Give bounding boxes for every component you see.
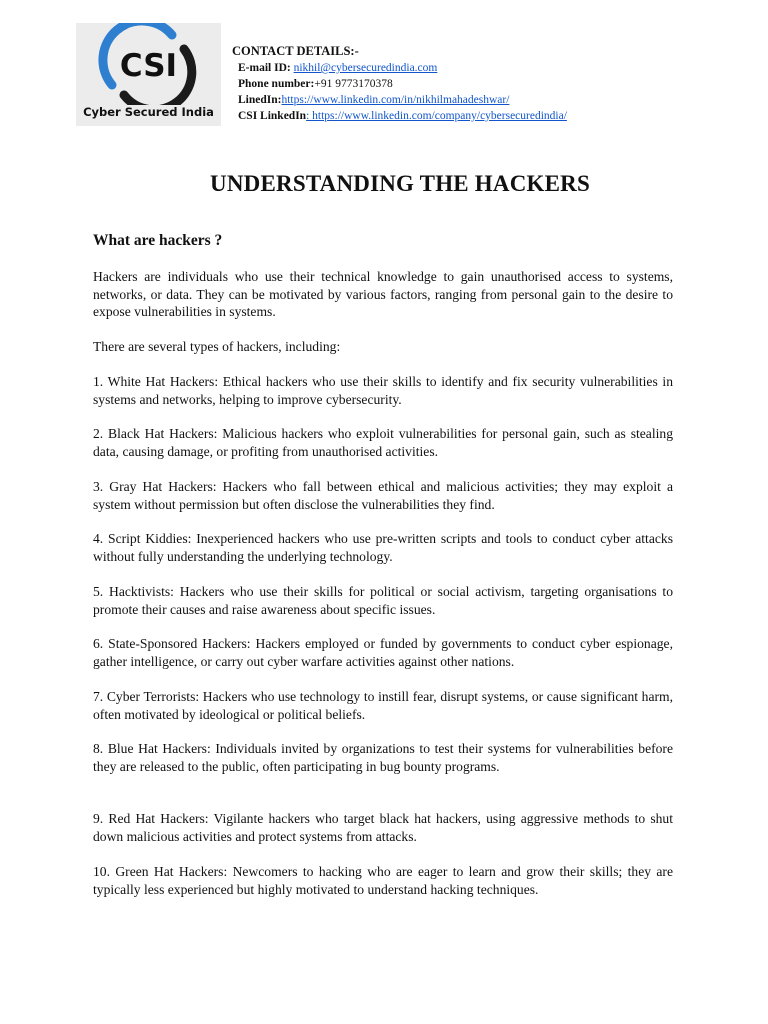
phone-label: Phone number: xyxy=(238,78,315,90)
csi-linkedin-label: CSI LinkedIn xyxy=(238,110,307,122)
csi-linkedin-row xyxy=(232,108,567,124)
email-label: E-mail ID: xyxy=(238,62,291,74)
contact-details xyxy=(232,43,567,124)
contact-heading: CONTACT DETAILS:- xyxy=(232,44,359,58)
email-row xyxy=(232,60,567,76)
logo-name: Cyber Secured India xyxy=(83,105,214,119)
linkedin-label: LinedIn: xyxy=(238,94,282,106)
page-title: UNDERSTANDING THE HACKERS xyxy=(210,171,590,196)
list-item-white-hat: 1. White Hat Hackers: Ethical hackers who use their skills to identify and fix security vulnerabilities in systems and networks, helping to improve cybersecurity. xyxy=(93,374,673,407)
logo-ring-icon xyxy=(76,23,221,105)
email-link[interactable]: nikhil@cybersecuredindia.com xyxy=(293,62,438,74)
phone-row xyxy=(232,76,567,92)
csi-linkedin-link[interactable]: : https://www.linkedin.com/company/cybersecuredindia/ xyxy=(306,110,567,122)
linkedin-row xyxy=(232,92,567,108)
logo-mark: CSI xyxy=(119,48,178,84)
linkedin-link[interactable]: https://www.linkedin.com/in/nikhilmahadeshwar/ xyxy=(281,94,510,106)
list-item-hacktivists: 5. Hacktivists: Hackers who use their skills for political or social activism, targeting organisations to promote their causes and raise awareness about specific issues. xyxy=(93,584,673,617)
list-item-cyber-terrorists: 7. Cyber Terrorists: Hackers who use technology to instill fear, disrupt systems, or cause significant harm, often motivated by ideological or political beliefs. xyxy=(93,689,673,722)
types-intro-paragraph: There are several types of hackers, including: xyxy=(93,339,341,354)
list-item-script-kiddies: 4. Script Kiddies: Inexperienced hackers who use pre-written scripts and tools to conduct cyber attacks without fully understanding the underlying technology. xyxy=(93,531,673,564)
intro-paragraph: Hackers are individuals who use their technical knowledge to gain unauthorised access to systems, networks, or data. They can be motivated by various factors, ranging from personal gain to the desire to expose vulnerabilities in systems. xyxy=(93,269,673,319)
list-item-red-hat: 9. Red Hat Hackers: Vigilante hackers who target black hat hackers, using aggressive methods to shut down malicious activities and protect systems from attacks. xyxy=(93,811,673,844)
list-item-green-hat: 10. Green Hat Hackers: Newcomers to hacking who are eager to learn and grow their skills; they are typically less experienced but highly motivated to understand hacking techniques. xyxy=(93,864,673,897)
company-logo xyxy=(76,23,221,126)
list-item-gray-hat: 3. Gray Hat Hackers: Hackers who fall between ethical and malicious activities; they may exploit a system without permission but often disclose the vulnerabilities they find. xyxy=(93,479,673,512)
list-item-state-sponsored: 6. State-Sponsored Hackers: Hackers employed or funded by governments to conduct cyber espionage, gather intelligence, or carry out cyber warfare activities against other nations. xyxy=(93,636,673,669)
phone-value: +91 9773170378 xyxy=(314,78,393,90)
list-item-blue-hat: 8. Blue Hat Hackers: Individuals invited by organizations to test their systems for vulnerabilities before they are released to the public, often participating in bug bounty programs. xyxy=(93,741,673,774)
list-item-black-hat: 2. Black Hat Hackers: Malicious hackers who exploit vulnerabilities for personal gain, such as stealing data, causing damage, or profiting from unauthorised activities. xyxy=(93,426,673,459)
section-heading: What are hackers ? xyxy=(93,232,223,249)
